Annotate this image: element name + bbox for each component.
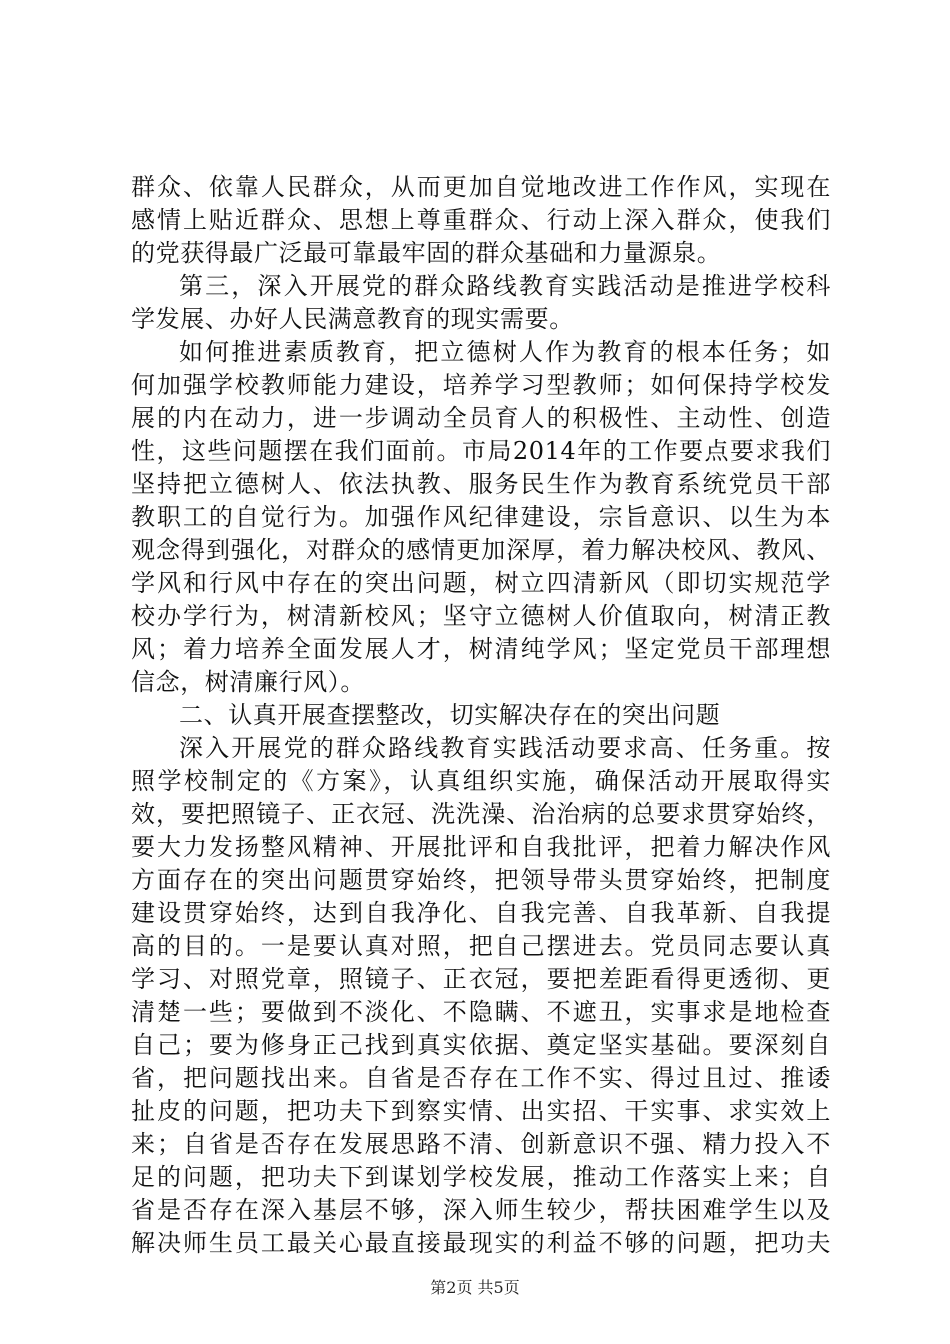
text-line: 风；着力培养全面发展人才，树清纯学风；坚定党员干部理想 (131, 635, 831, 663)
text-line: 要大力发扬整风精神、开展批评和自我批评，把着力解决作风 (131, 833, 831, 861)
page-number-footer: 第2页 共5页 (430, 1278, 520, 1297)
text-line: 的党获得最广泛最可靠最牢固的群众基础和力量源泉。 (131, 239, 722, 267)
text-line: 信念，树清廉行风）。 (131, 668, 365, 696)
paragraph-start: 如何推进素质教育，把立德树人作为教育的根本任务；如 (179, 338, 831, 366)
paragraph-start: 第三，深入开展党的群众路线教育实践活动是推进学校科 (179, 272, 831, 300)
text-line: 自己；要为修身正己找到真实依据、奠定坚实基础。要深刻自 (131, 1031, 831, 1059)
text-line: 解决师生员工最关心最直接最现实的利益不够的问题，把功夫 (131, 1229, 831, 1257)
text-line: 学风和行风中存在的突出问题，树立四清新风（即切实规范学 (131, 569, 831, 597)
text-line: 照学校制定的《方案》，认真组织实施，确保活动开展取得实 (131, 767, 831, 795)
text-line: 何加强学校教师能力建设，培养学习型教师；如何保持学校发 (131, 371, 831, 399)
text-line: 坚持把立德树人、依法执教、服务民生作为教育系统党员干部 (131, 470, 831, 498)
document-body (131, 171, 831, 1260)
text-line: 清楚一些；要做到不淡化、不隐瞒、不遮丑，实事求是地检查 (131, 998, 831, 1026)
text-line: 省，把问题找出来。自省是否存在工作不实、得过且过、推诿 (131, 1064, 831, 1092)
text-line: 观念得到强化，对群众的感情更加深厚，着力解决校风、教风、 (131, 536, 831, 564)
text-line: 感情上贴近群众、思想上尊重群众、行动上深入群众，使我们 (131, 206, 831, 234)
text-line: 群众、依靠人民群众，从而更加自觉地改进工作作风，实现在 (131, 173, 831, 201)
text-line: 效，要把照镜子、正衣冠、洗洗澡、治治病的总要求贯穿始终， (131, 800, 831, 828)
text-line: 性，这些问题摆在我们面前。市局2014年的工作要点要求我们 (131, 437, 831, 465)
text-line: 高的目的。一是要认真对照，把自己摆进去。党员同志要认真 (131, 932, 831, 960)
text-line: 学习、对照党章，照镜子、正衣冠，要把差距看得更透彻、更 (131, 965, 831, 993)
text-line: 扯皮的问题，把功夫下到察实情、出实招、干实事、求实效上 (131, 1097, 831, 1125)
text-line: 省是否存在深入基层不够，深入师生较少，帮扶困难学生以及 (131, 1196, 831, 1224)
text-line: 建设贯穿始终，达到自我净化、自我完善、自我革新、自我提 (131, 899, 831, 927)
text-line: 学发展、办好人民满意教育的现实需要。 (131, 305, 574, 333)
paragraph-start: 深入开展党的群众路线教育实践活动要求高、任务重。按 (179, 734, 831, 762)
text-line: 校办学行为，树清新校风；坚守立德树人价值取向，树清正教 (131, 602, 831, 630)
text-line: 教职工的自觉行为。加强作风纪律建设，宗旨意识、以生为本 (131, 503, 831, 531)
text-line: 足的问题，把功夫下到谋划学校发展，推动工作落实上来；自 (131, 1163, 831, 1191)
text-line: 来；自省是否存在发展思路不清、创新意识不强、精力投入不 (131, 1130, 831, 1158)
text-line: 方面存在的突出问题贯穿始终，把领导带头贯穿始终，把制度 (131, 866, 831, 894)
section-heading: 二、认真开展查摆整改，切实解决存在的突出问题 (179, 701, 721, 729)
text-line: 展的内在动力，进一步调动全员育人的积极性、主动性、创造 (131, 404, 831, 432)
